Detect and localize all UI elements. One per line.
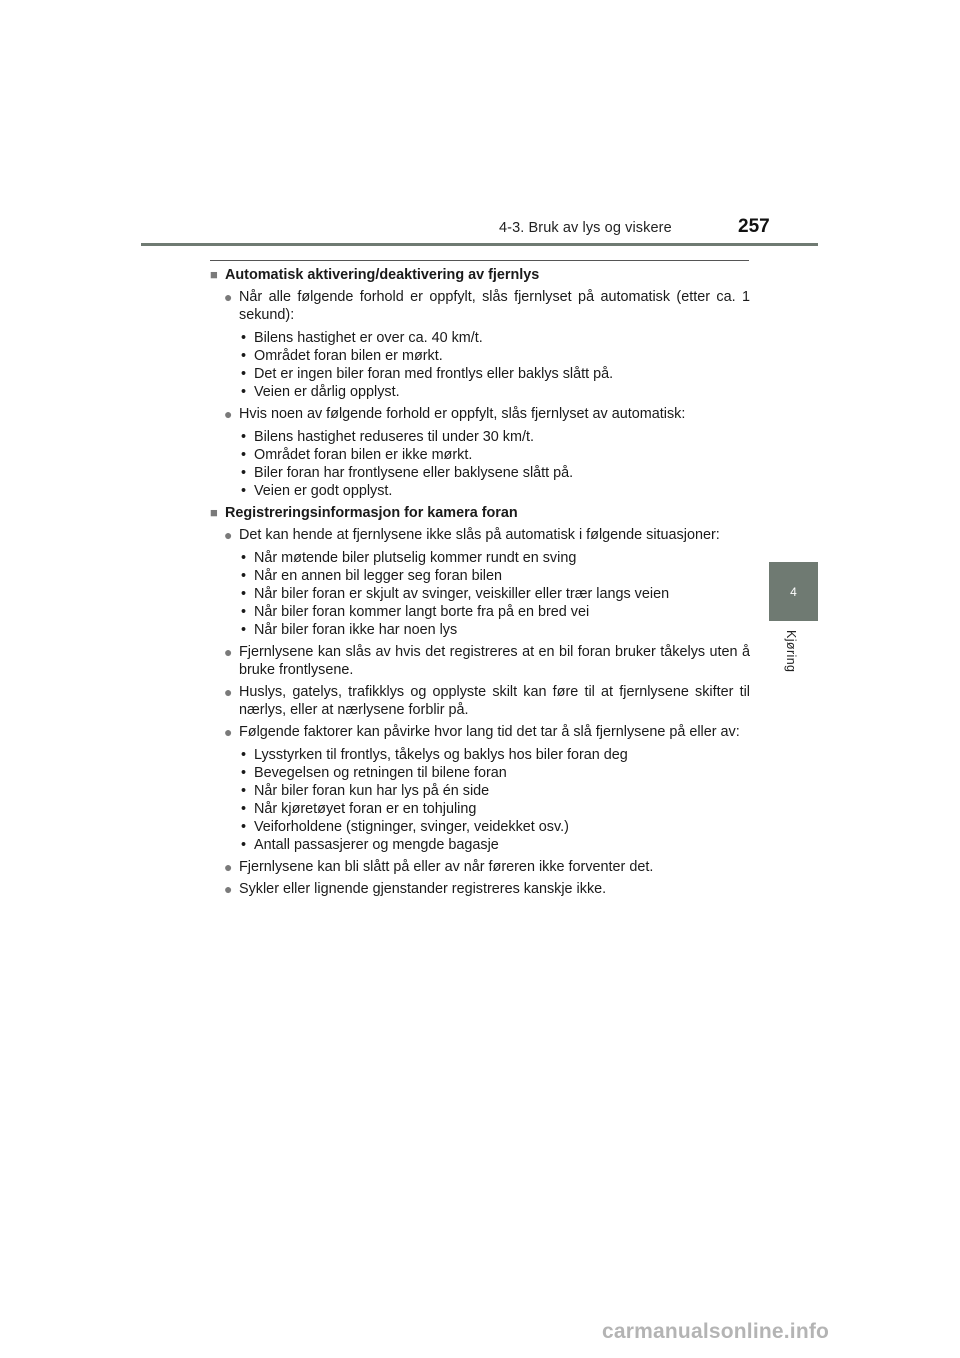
bullet-dot-icon: •: [241, 604, 247, 620]
list-item: [210, 288, 750, 324]
circle-bullet-icon: ●: [224, 859, 233, 875]
sub-bullet-text: Når biler foran kun har lys på én side: [254, 783, 490, 799]
sub-bullet-item: [241, 818, 750, 836]
sub-bullet-item: [241, 549, 750, 567]
sub-bullet-item: [241, 347, 750, 365]
bullet-dot-icon: •: [241, 384, 247, 400]
bullet-dot-icon: •: [241, 330, 247, 346]
section-heading-text: Registreringsinformasjon for kamera foran: [225, 505, 518, 521]
list-item: [210, 683, 750, 719]
list-item-text: Huslys, gatelys, trafikklys og opplyste skilt kan føre til at fjernlysene skifter til nærlys, eller at nærlysene forblir på.: [239, 684, 750, 718]
bullet-dot-icon: •: [241, 447, 247, 463]
sub-bullet-item: [241, 764, 750, 782]
sub-bullet-item: [241, 365, 750, 383]
list-item: [210, 643, 750, 679]
bullet-dot-icon: •: [241, 747, 247, 763]
list-item-text: Følgende faktorer kan påvirke hvor lang tid det tar å slå fjernlysene på eller av:: [239, 724, 740, 740]
sub-bullet-text: Når en annen bil legger seg foran bilen: [254, 568, 503, 584]
bullet-dot-icon: •: [241, 550, 247, 566]
chapter-number: 4: [790, 584, 797, 599]
list-item-text: Det kan hende at fjernlysene ikke slås på automatisk i følgende situasjoner:: [239, 527, 720, 543]
sub-bullet-text: Antall passasjerer og mengde bagasje: [254, 837, 499, 853]
sub-bullet-item: [241, 446, 750, 464]
sub-bullet-item: [241, 585, 750, 603]
sub-bullet-item: [241, 621, 750, 639]
sub-bullet-item: [241, 464, 750, 482]
header-rule: [141, 243, 818, 246]
sub-bullet-item: [241, 836, 750, 854]
bullet-dot-icon: •: [241, 586, 247, 602]
section-heading-text: Automatisk aktivering/deaktivering av fjernlys: [225, 267, 540, 283]
circle-bullet-icon: ●: [224, 881, 233, 897]
sub-bullet-list: [210, 746, 750, 854]
bullet-dot-icon: •: [241, 819, 247, 835]
chapter-tab: [769, 562, 818, 621]
sub-bullet-text: Området foran bilen er ikke mørkt.: [254, 447, 473, 463]
sub-bullet-text: Lysstyrken til frontlys, tåkelys og baklys hos biler foran deg: [254, 747, 628, 763]
list-item: [210, 405, 750, 423]
sub-bullet-item: [241, 567, 750, 585]
sub-bullet-list: [210, 428, 750, 500]
square-bullet-icon: ■: [210, 505, 218, 520]
circle-bullet-icon: ●: [224, 684, 233, 700]
sub-bullet-item: [241, 383, 750, 401]
sub-bullet-item: [241, 603, 750, 621]
chapter-label: Kjøring: [784, 630, 798, 673]
list-item-text: Hvis noen av følgende forhold er oppfylt, slås fjernlyset av automatisk:: [239, 406, 686, 422]
page-number: 257: [738, 216, 770, 237]
bullet-dot-icon: •: [241, 801, 247, 817]
bullet-dot-icon: •: [241, 348, 247, 364]
sub-bullet-text: Området foran bilen er mørkt.: [254, 348, 443, 364]
list-item: [210, 526, 750, 544]
sub-bullet-text: Biler foran har frontlysene eller baklysene slått på.: [254, 465, 574, 481]
sub-bullet-item: [241, 800, 750, 818]
sub-bullet-item: [241, 428, 750, 446]
sub-bullet-list: [210, 329, 750, 401]
circle-bullet-icon: ●: [224, 724, 233, 740]
section-heading: [210, 504, 750, 522]
bullet-dot-icon: •: [241, 465, 247, 481]
bullet-dot-icon: •: [241, 765, 247, 781]
sub-bullet-text: Bilens hastighet reduseres til under 30 km/t.: [254, 429, 534, 445]
sub-bullet-text: Når kjøretøyet foran er en tohjuling: [254, 801, 477, 817]
list-item: [210, 880, 750, 898]
sub-bullet-text: Veien er godt opplyst.: [254, 483, 393, 499]
sub-bullet-list: [210, 549, 750, 639]
square-bullet-icon: ■: [210, 267, 218, 282]
sub-bullet-text: Veiforholdene (stigninger, svinger, veidekket osv.): [254, 819, 569, 835]
sub-bullet-item: [241, 782, 750, 800]
sub-bullet-item: [241, 329, 750, 347]
list-item-text: Fjernlysene kan bli slått på eller av når føreren ikke forventer det.: [239, 859, 654, 875]
bullet-dot-icon: •: [241, 837, 247, 853]
list-item: [210, 858, 750, 876]
sub-bullet-text: Når biler foran er skjult av svinger, veiskiller eller trær langs veien: [254, 586, 670, 602]
list-item-text: Fjernlysene kan slås av hvis det registreres at en bil foran bruker tåkelys uten å bruke frontlysene.: [239, 644, 750, 678]
circle-bullet-icon: ●: [224, 406, 233, 422]
page-content: [210, 266, 750, 902]
sub-bullet-text: Det er ingen biler foran med frontlys eller baklys slått på.: [254, 366, 614, 382]
bullet-dot-icon: •: [241, 783, 247, 799]
header-section-title: 4-3. Bruk av lys og viskere: [499, 220, 672, 236]
circle-bullet-icon: ●: [224, 644, 233, 660]
bullet-dot-icon: •: [241, 366, 247, 382]
sub-bullet-item: [241, 746, 750, 764]
sub-bullet-text: Når biler foran ikke har noen lys: [254, 622, 458, 638]
bullet-dot-icon: •: [241, 429, 247, 445]
bullet-dot-icon: •: [241, 622, 247, 638]
bullet-dot-icon: •: [241, 483, 247, 499]
sub-bullet-text: Veien er dårlig opplyst.: [254, 384, 400, 400]
sub-bullet-text: Når biler foran kommer langt borte fra på en bred vei: [254, 604, 590, 620]
bullet-dot-icon: •: [241, 568, 247, 584]
list-item: [210, 723, 750, 741]
sub-bullet-text: Bevegelsen og retningen til bilene foran: [254, 765, 507, 781]
circle-bullet-icon: ●: [224, 527, 233, 543]
sub-bullet-text: Når møtende biler plutselig kommer rundt en sving: [254, 550, 577, 566]
section-heading: [210, 266, 750, 284]
section-divider: [210, 260, 749, 261]
list-item-text: Når alle følgende forhold er oppfylt, slås fjernlyset på automatisk (etter ca. 1 sekund):: [239, 289, 750, 323]
sub-bullet-item: [241, 482, 750, 500]
circle-bullet-icon: ●: [224, 289, 233, 305]
watermark-logo: carmanualsonline.info: [602, 1320, 830, 1343]
list-item-text: Sykler eller lignende gjenstander registreres kanskje ikke.: [239, 881, 607, 897]
sub-bullet-text: Bilens hastighet er over ca. 40 km/t.: [254, 330, 483, 346]
